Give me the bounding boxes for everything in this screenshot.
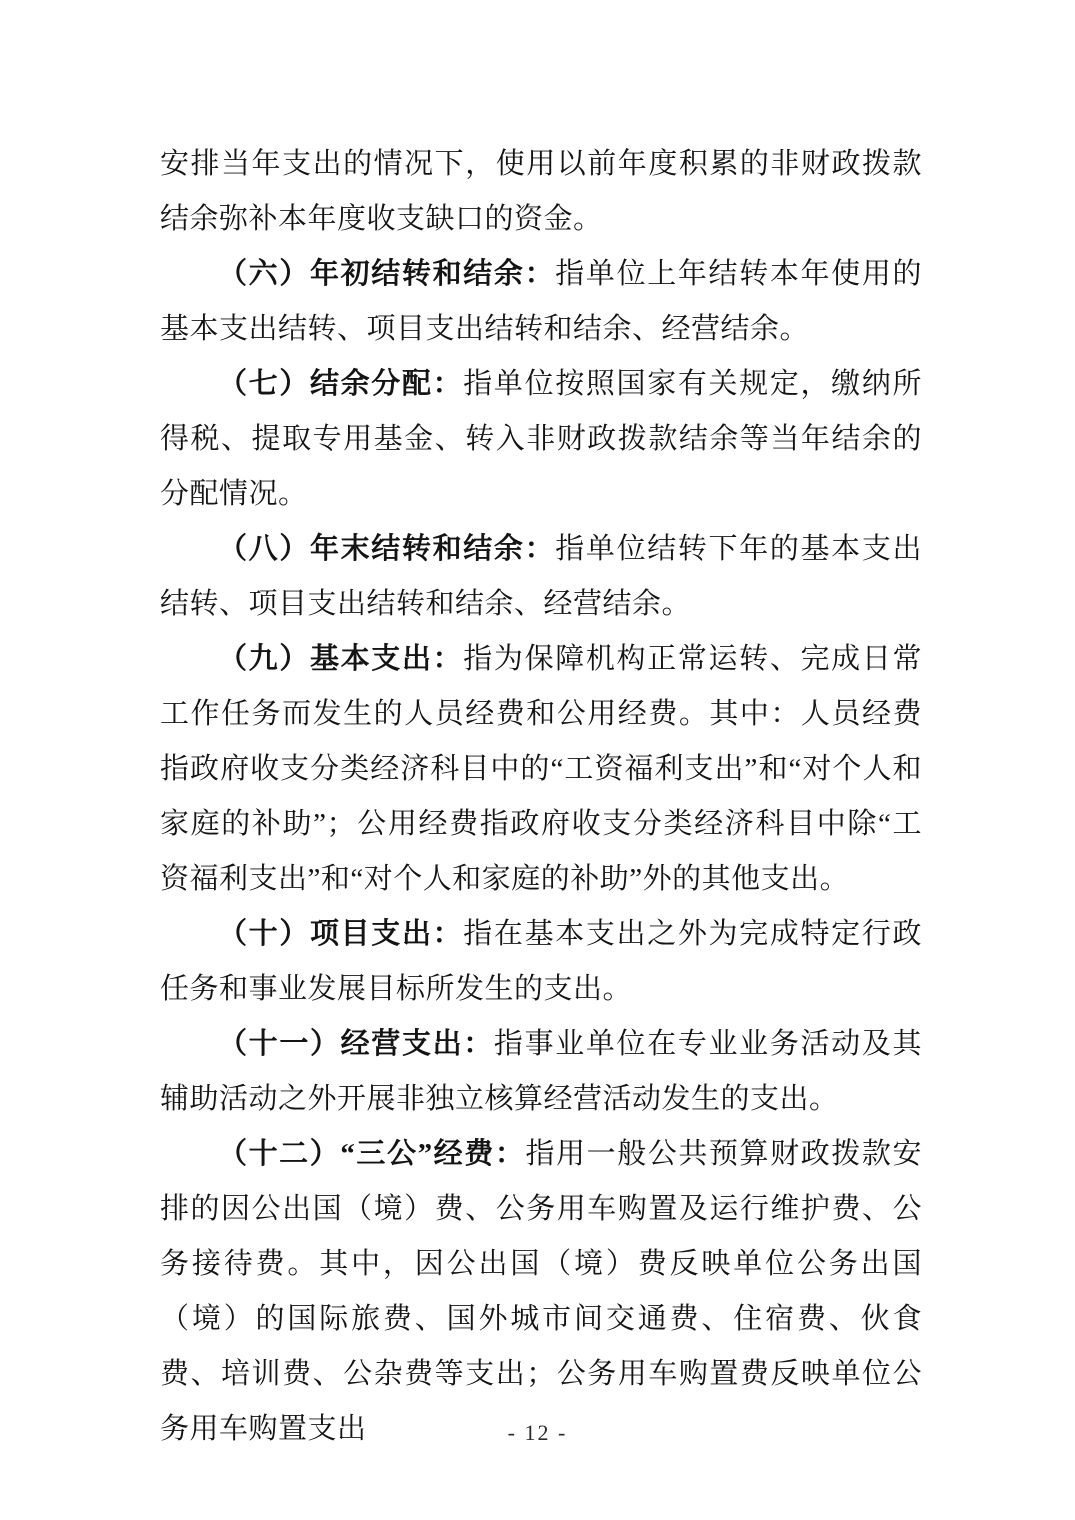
- document-body-text: [160, 137, 922, 1457]
- paragraph-heading: （九）基本支出：: [218, 643, 464, 675]
- paragraph-text: 指事业单位在专业业务活动及其辅助活动之外开展非独立核算经营活动发生的支出。: [160, 1028, 922, 1115]
- paragraph-text: 指用一般公共预算财政拨款安排的因公出国（境）费、公务用车购置及运行维护费、公务接待费。其中，因公出国（境）费反映单位公务出国（境）的国际旅费、国外城市间交通费、住宿费、伙食费、培训费、公杂费等支出；公务用车购置费反映单位公务用车购置支出: [160, 1138, 922, 1445]
- paragraph-text: 指为保障机构正常运转、完成日常工作任务而发生的人员经费和公用经费。其中：人员经费指政府收支分类经济科目中的“工资福利支出”和“对个人和家庭的补助”；公用经费指政府收支分类经济科目中除“工资福利支出”和“对个人和家庭的补助”外的其他支出。: [160, 643, 922, 895]
- paragraph-item-10: [160, 907, 922, 1017]
- paragraph-text: 安排当年支出的情况下，使用以前年度积累的非财政拨款结余弥补本年度收支缺口的资金。: [160, 148, 922, 235]
- paragraph-heading: （十）项目支出：: [218, 918, 464, 950]
- paragraph-text: 指在基本支出之外为完成特定行政任务和事业发展目标所发生的支出。: [160, 918, 922, 1005]
- paragraph-item-11: [160, 1017, 922, 1127]
- paragraph-heading: （七）结余分配：: [218, 368, 464, 400]
- paragraph-continuation: [160, 137, 922, 247]
- paragraph-item-6: [160, 247, 922, 357]
- paragraph-text: 指单位按照国家有关规定，缴纳所得税、提取专用基金、转入非财政拨款结余等当年结余的分配情况。: [160, 368, 922, 510]
- paragraph-item-9: [160, 632, 922, 907]
- paragraph-item-12: [160, 1127, 922, 1457]
- paragraph-heading: （八）年末结转和结余：: [218, 533, 556, 565]
- paragraph-item-8: [160, 522, 922, 632]
- paragraph-item-7: [160, 357, 922, 522]
- paragraph-text: 指单位上年结转本年使用的基本支出结转、项目支出结转和结余、经营结余。: [160, 258, 922, 345]
- paragraph-heading: （十一）经营支出：: [218, 1028, 494, 1060]
- paragraph-heading: （六）年初结转和结余：: [218, 258, 556, 290]
- paragraph-text: 指单位结转下年的基本支出结转、项目支出结转和结余、经营结余。: [160, 533, 922, 620]
- page-number: - 12 -: [507, 1420, 568, 1445]
- paragraph-heading: （十二）“三公”经费：: [218, 1138, 526, 1170]
